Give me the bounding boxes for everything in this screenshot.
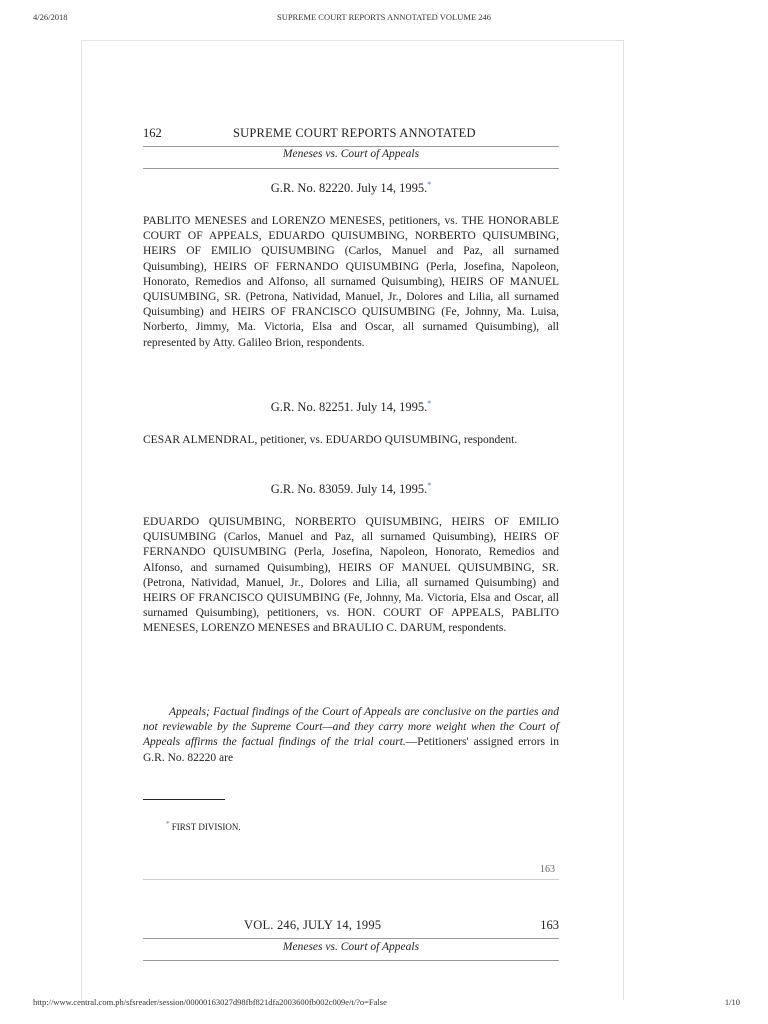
page-number: 162 [143, 126, 162, 140]
next-page-running-head [143, 918, 559, 936]
browser-print-footer [0, 997, 768, 1011]
print-date: 4/26/2018 [33, 12, 68, 22]
next-page-number: 163 [540, 918, 559, 932]
next-header-rule [143, 938, 559, 939]
parties-paragraph-3: EDUARDO QUISUMBING, NORBERTO QUISUMBING, HEIRS OF EMILIO QUISUMBING (Carlos, Manuel and Paz, all surnamed Quisumbing), HEIRS OF FERNANDO QUISUMBING (Perla, Josefina, Napoleon, Honorato, Remedios and Alfonso, and surnamed Quisumbing), HEIRS OF MANUEL QUISUMBING, SR. (Petrona, Natividad, Manuel, Jr., Dolores and Lilia, all surnamed Quisumbing) and HEIRS OF FRANCISCO QUISUMBING (Fe, Johnny, Ma. Victoria, Elsa and Oscar, all surnamed Quisumbing), petitioners, vs. HON. COURT OF APPEALS, PABLITO MENESES, LORENZO MENESES and BRAULIO C. DARUM, respondents. [143, 516, 559, 635]
print-page-count: 1/10 [724, 997, 740, 1007]
syllabus-italic: Appeals; Factual findings of the Court of Appeals are conclusive on the parties and not reviewable by the Supreme Court—and they carry more weight when the Court of Appeals affirms the factual findings of the trial court. [143, 706, 559, 749]
print-title: SUPREME COURT REPORTS ANNOTATED VOLUME 246 [276, 12, 492, 22]
page-separator [143, 879, 559, 880]
gr-number-2: G.R. No. 82251. July 14, 1995.* [270, 399, 432, 415]
parties-paragraph-1: PABLITO MENESES and LORENZO MENESES, petitioners, vs. THE HONORABLE COURT OF APPEALS, EDUARDO QUISUMBING, NORBERTO QUISUMBING, HEIRS OF EMILIO QUISUMBING (Carlos, Manuel and Paz, all surnamed Quisumbing), HEIRS OF FERNANDO QUISUMBING (Perla, Josefina, Napoleon, Honorato, Remedios and Alfonso, all surnamed Quisumbing), HEIRS OF MANUEL QUISUMBING, SR. (Petrona, Natividad, Manuel, Jr., Dolores and Lilia, all surnamed Quisumbing) and HEIRS OF FRANCISCO QUISUMBING (Fe, Johnny, Ma. Luisa, Norberto, Jimmy, Ma. Victoria, Elsa and Oscar, all surnamed Quisumbing), all represented by Atty. Galileo Brion, respondents. [143, 215, 559, 349]
gr-number-1: G.R. No. 82220. July 14, 1995.* [270, 180, 432, 196]
case-title: Meneses vs. Court of Appeals [282, 148, 420, 160]
gr-number-3: G.R. No. 83059. July 14, 1995.* [270, 481, 432, 497]
case-title-rule [143, 168, 559, 169]
syllabus-paragraph [143, 705, 559, 766]
syllabus-roman: —Petitioners' assigned errors in G.R. No. 82220 are [143, 736, 559, 764]
running-head [143, 126, 559, 144]
header-rule [143, 146, 559, 147]
next-case-title-rule [143, 960, 559, 961]
print-url[interactable]: http://www.central.com.ph/sfsreader/session/00000163027d98fbf821dfa2003600fb002c009e/t/?o=False [33, 997, 387, 1007]
browser-print-header [0, 12, 768, 26]
footnote-text: FIRST DIVISION. [171, 822, 241, 832]
running-title: SUPREME COURT REPORTS ANNOTATED [233, 126, 476, 140]
footnote [166, 820, 241, 832]
footnote-marker[interactable]: * [427, 180, 432, 189]
page-end-number: 163 [540, 864, 555, 875]
footnote-marker[interactable]: * [427, 481, 432, 490]
footnote-marker[interactable]: * [427, 399, 432, 408]
volume-line: VOL. 246, JULY 14, 1995 [244, 918, 382, 932]
parties-paragraph-2: CESAR ALMENDRAL, petitioner, vs. EDUARDO QUISUMBING, respondent. [143, 434, 518, 446]
next-case-title: Meneses vs. Court of Appeals [282, 941, 420, 953]
footnote-rule [143, 799, 225, 800]
footnote-marker: * [166, 820, 170, 828]
